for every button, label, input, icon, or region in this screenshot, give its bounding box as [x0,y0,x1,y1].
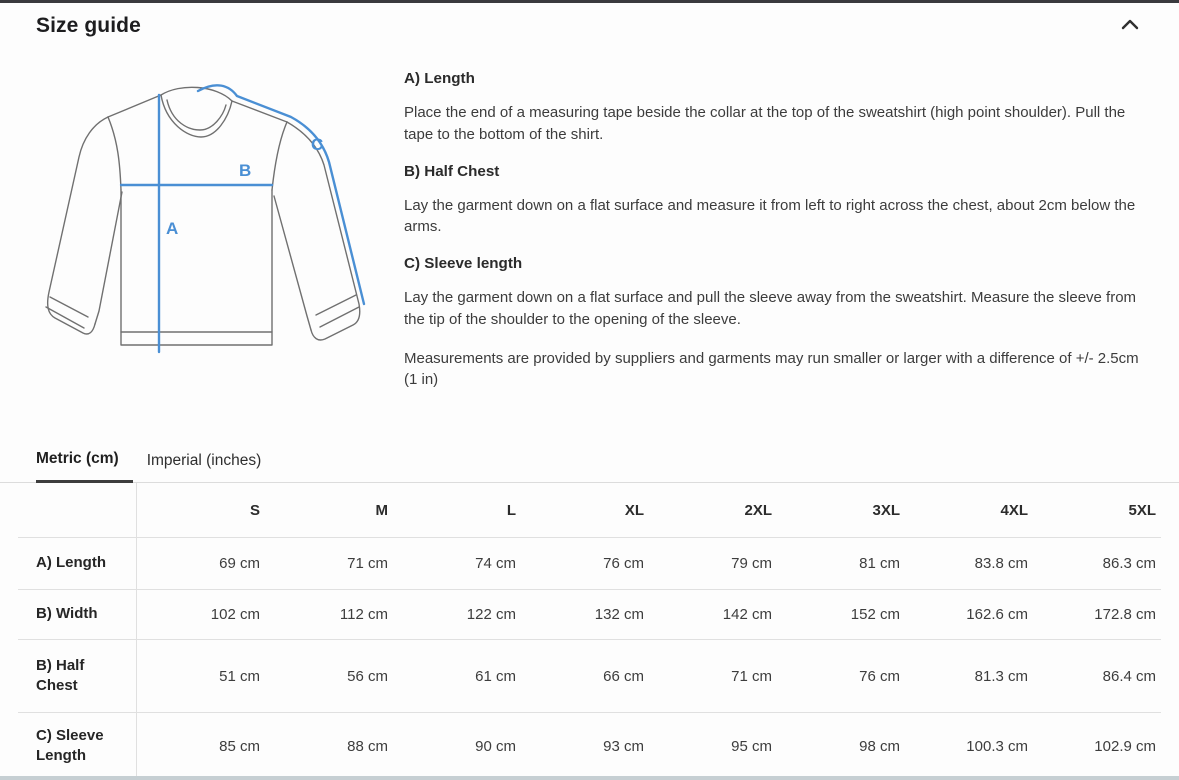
measure-line-c [198,85,364,304]
instructions-column [404,56,1143,440]
table-corner-cell [18,483,137,537]
page-title: Size guide [36,13,141,37]
size-value-cell: 51 cm [219,667,260,685]
table-row-width [18,590,1161,640]
size-value-cell: 81.3 cm [974,667,1028,685]
size-column-header-5xl: 5XL [1128,501,1156,519]
size-guide-header [0,3,1179,48]
instruction-body-length: Place the end of a measuring tape beside the collar at the top of the sweatshirt (high point shoulder). Pull the tape to the bottom of the shirt. [404,104,1126,143]
size-value-cell: 56 cm [347,667,388,685]
size-value-cell: 95 cm [731,737,772,755]
size-column-header-l: L [506,501,516,519]
measurements-disclaimer: Measurements are provided by suppliers and garments may run smaller or larger with a difference of +/- 2.5cm (1 in) [404,349,1139,389]
tab-metric[interactable]: Metric (cm) [36,440,133,483]
table-header-row [18,483,1161,538]
sweatshirt-drawing [20,66,392,378]
diagram-label-b: B [239,161,252,180]
size-value-cell: 83.8 cm [974,555,1028,572]
tab-imperial[interactable]: Imperial (inches) [147,442,262,482]
size-value-cell: 102.9 cm [1094,737,1156,755]
size-column-header-s: S [249,501,260,519]
unit-tabs [0,440,1179,483]
size-column-header-2xl: 2XL [744,501,772,519]
size-column-header-3xl: 3XL [872,501,900,519]
size-value-cell: 85 cm [219,737,260,755]
size-value-cell: 90 cm [475,737,516,755]
bottom-edge-divider [0,776,1179,780]
sweatshirt-diagram [20,56,392,440]
instruction-heading-length: A) Length [404,70,475,87]
size-value-cell: 79 cm [731,555,772,572]
row-label: B) Width [18,590,137,639]
size-column-header-xl: XL [624,501,644,519]
size-value-cell: 102 cm [210,606,260,623]
size-value-cell: 100.3 cm [966,737,1028,755]
size-value-cell: 69 cm [219,555,260,572]
size-value-cell: 81 cm [859,555,900,572]
row-label: A) Length [18,538,137,589]
size-value-cell: 162.6 cm [966,606,1028,623]
row-label: B) Half Chest [18,640,137,712]
size-value-cell: 71 cm [731,667,772,685]
size-value-cell: 86.4 cm [1102,667,1156,685]
size-value-cell: 172.8 cm [1094,606,1156,623]
size-value-cell: 132 cm [594,606,644,623]
instruction-heading-half-chest: B) Half Chest [404,162,500,180]
diagram-label-a: A [166,219,179,238]
collapse-button[interactable] [1117,14,1143,37]
size-value-cell: 74 cm [475,555,516,572]
instruction-body-sleeve: Lay the garment down on a flat surface and pull the sleeve away from the sweatshirt. Measure the sleeve from the tip of the shoulder to the opening of the sleeve. [404,289,1137,328]
size-value-cell: 152 cm [850,606,900,623]
row-label: C) Sleeve Length [18,713,137,779]
size-value-cell: 61 cm [475,667,516,685]
size-value-cell: 112 cm [339,606,388,623]
diagram-label-c: C [311,135,324,154]
size-table [18,483,1161,779]
size-value-cell: 71 cm [347,555,388,572]
size-value-cell: 66 cm [603,667,644,685]
size-value-cell: 93 cm [603,737,644,755]
size-value-cell: 86.3 cm [1102,555,1156,572]
size-column-header-m: M [375,501,388,519]
table-row-half-chest [18,640,1161,713]
instruction-body-half-chest: Lay the garment down on a flat surface and measure it from left to right across the chest, about 2cm below the arms. [404,196,1136,236]
size-column-header-4xl: 4XL [1000,501,1028,519]
size-value-cell: 76 cm [859,667,900,685]
size-value-cell: 76 cm [603,555,644,572]
chevron-up-icon [1121,18,1139,33]
instruction-heading-sleeve: C) Sleeve length [404,255,523,272]
size-value-cell: 88 cm [347,737,388,755]
measurement-guide-section [0,48,1179,440]
table-row-sleeve-length [18,713,1161,779]
table-row-length [18,538,1161,590]
size-value-cell: 98 cm [859,737,900,755]
size-value-cell: 142 cm [722,606,772,623]
size-value-cell: 122 cm [466,606,516,623]
